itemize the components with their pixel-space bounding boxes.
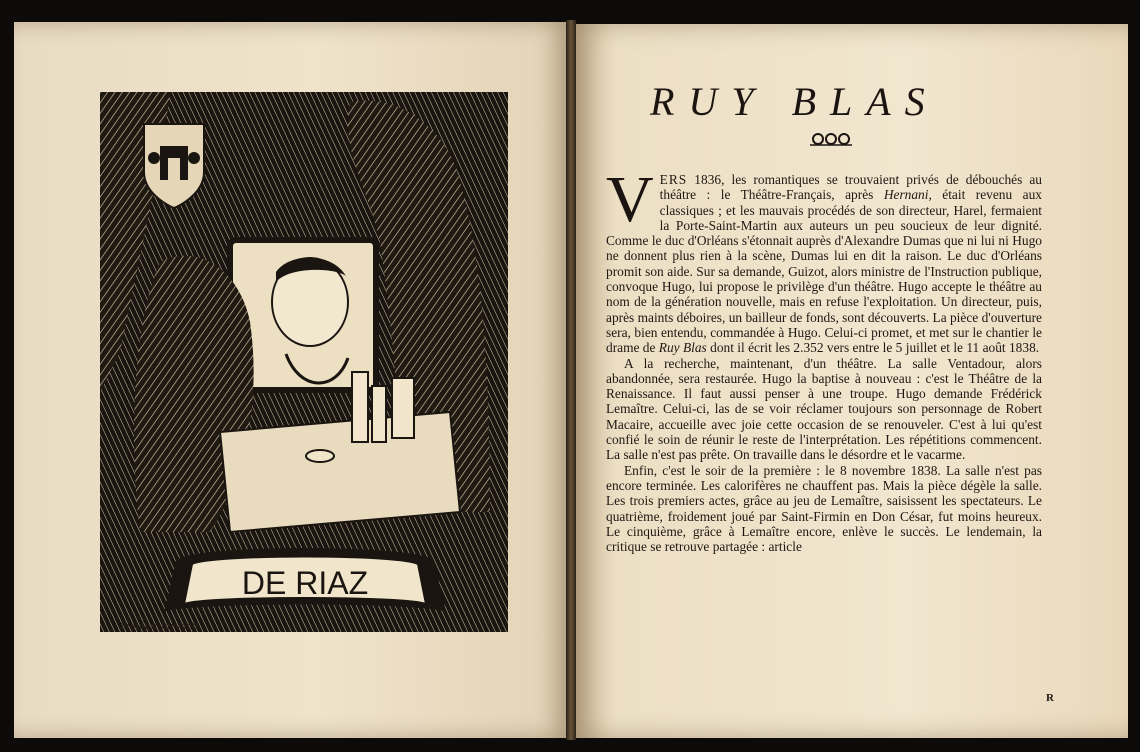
fleuron-ornament-icon [808, 130, 854, 148]
banner-text: DE RIAZ [241, 565, 369, 601]
name-banner [164, 548, 446, 612]
paragraph-2: A la recherche, maintenant, d'un théâtre. La salle Ventadour, alors abandonnée, sera restaurée. Hugo la baptise à nouveau : c'est le Théâtre de la Renaissance. Il faut aussi penser à une troupe. Hugo demande Frédérick Lemaître. Celui-ci, las de se voir réclamer toujours son personnage de Robert Macaire, accueille avec joie cette occasion de se renouveler. C'est à lui qu'est confié le soin de réunir le reste de l'interprétation. Les répétitions commencent. La salle n'est pas prête. On travaille dans le désordre et le vacarme. [606, 355, 1042, 463]
article-body [606, 163, 1042, 555]
woodcut-illustration [100, 92, 508, 632]
page-title: RUY BLAS [650, 79, 939, 124]
drop-cap: V [606, 163, 654, 236]
signature-mark: R [1046, 692, 1054, 704]
artist-signature: Siméon Jarvach [120, 622, 199, 632]
paragraph-3: Enfin, c'est le soir de la première : le 8 novembre 1838. La salle n'est pas encore terminée. Les calorifères ne chauffent pas. Mais la pièce dégèle la salle. Les trois premiers actes, grâce au jeu de Lemaître, saisissent les spectateurs. Le quatrième, froidement joué par Saint-Firmin en Don César, fut moins heureux. Le cinquième, grâce à Lemaître encore, enlève le succès. Le lendemain, la critique se retrouve partagée : article [606, 462, 1042, 555]
paragraph-1: VERS 1836, les romantiques se trouvaient privés de débouchés au théâtre : le Théâtre-Français, après Hernani, était revenu aux classiques ; et les mauvais procédés de son directeur, Harel, fermaient la Porte-Saint-Martin aux auteurs un peu soucieux de leur dignité. Comme le duc d'Orléans s'étonnait auprès d'Alexandre Dumas que ni lui ni Hugo ne donnent plus rien à la scène, Dumas lui en dit la raison. Le duc d'Orléans promit son aide. Sur sa demande, Guizot, alors ministre de l'Instruction publique, convoque Hugo, lui propose le privilège d'un théâtre. Hugo accepte le théâtre au nom de la génération nouvelle, mais en refuse l'exploitation. Un directeur, puis, après maints déboires, un bailleur de fonds, sont découverts. La pièce d'ouverture sera, bien entendu, commandée à Hugo. Celui-ci promet, et met sur le chantier le drame de Ruy Blas dont il écrit les 2.352 vers entre le 5 juillet et le 11 août 1838. [606, 163, 1042, 356]
book-gutter [566, 20, 576, 740]
illustration-art [100, 92, 508, 632]
